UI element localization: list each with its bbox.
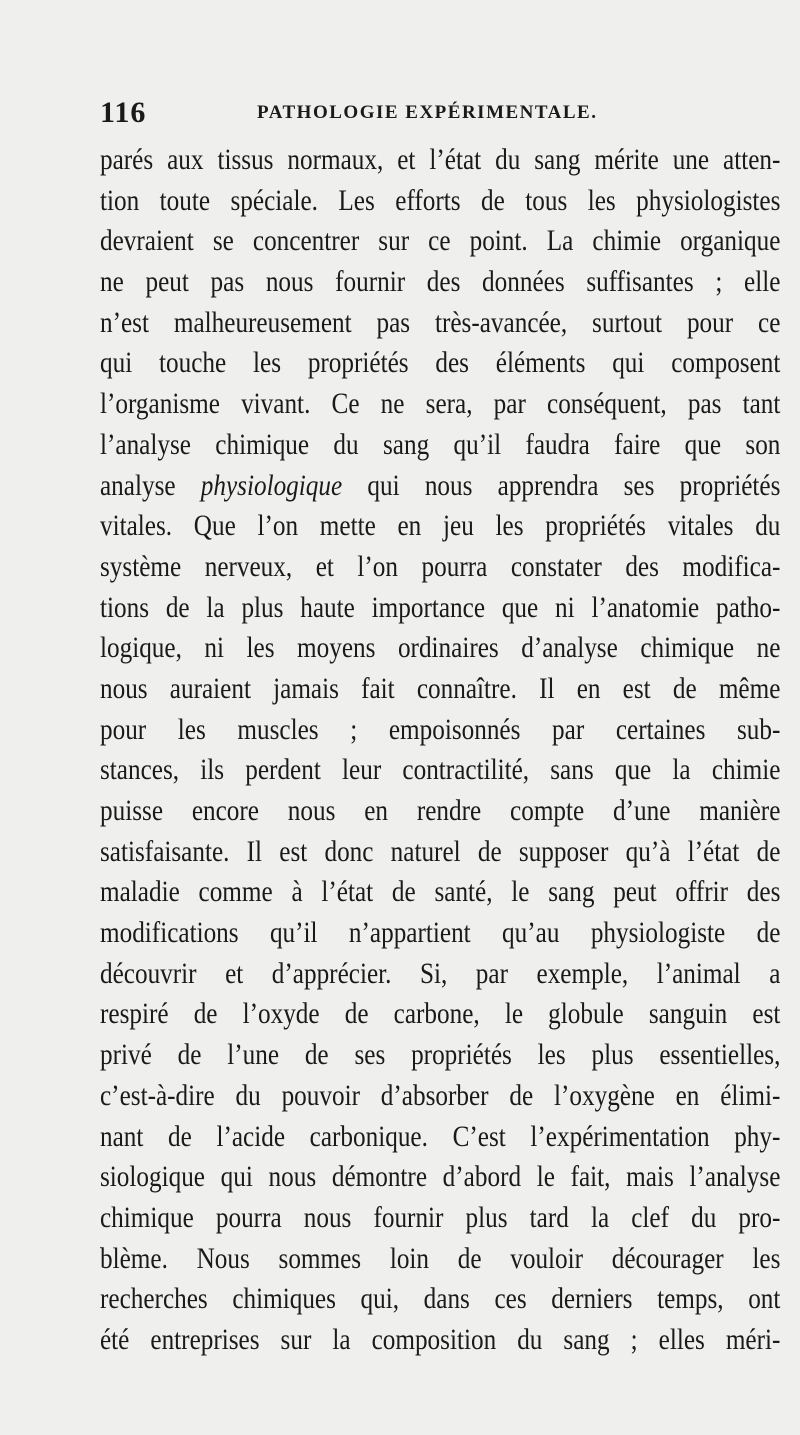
- text-line: pour les muscles ; empoisonnés par certaines sub-: [100, 712, 781, 746]
- text-segment: analyse: [100, 468, 201, 502]
- body-text: [100, 140, 780, 1361]
- text-line: tion toute spéciale. Les efforts de tous les physiologistes: [100, 183, 781, 217]
- text-line: satisfaisante. Il est donc naturel de supposer qu’à l’état de: [100, 834, 781, 868]
- running-title: PATHOLOGIE EXPÉRIMENTALE.: [257, 102, 598, 123]
- text-line: modifications qu’il n’appartient qu’au physiologiste de: [100, 916, 781, 950]
- text-line: logique, ni les moyens ordinaires d’analyse chimique ne: [100, 631, 781, 665]
- text-line: siologique qui nous démontre d’abord le fait, mais l’analyse: [100, 1160, 781, 1194]
- text-line: parés aux tissus normaux, et l’état du sang mérite une atten-: [100, 143, 781, 176]
- text-line: découvrir et d’apprécier. Si, par exemple, l’animal a: [100, 956, 781, 990]
- text-line: respiré de l’oxyde de carbone, le globule sanguin est: [100, 997, 781, 1031]
- italic-word: physiologique: [200, 468, 343, 502]
- page-number: 116: [100, 96, 147, 129]
- text-line: ne peut pas nous fournir des données suffisantes ; elle: [100, 265, 781, 299]
- text-line: recherches chimiques qui, dans ces derniers temps, ont: [100, 1282, 781, 1316]
- text-line: privé de l’une de ses propriétés les plus essentielles,: [100, 1038, 781, 1072]
- text-line: nant de l’acide carbonique. C’est l’expérimentation phy-: [100, 1119, 781, 1153]
- text-line: été entreprises sur la composition du sang ; elles méri-: [100, 1322, 781, 1356]
- text-line: devraient se concentrer sur ce point. La chimie organique: [100, 224, 781, 258]
- text-line: qui touche les propriétés des éléments qui composent: [100, 346, 781, 380]
- text-line: blème. Nous sommes loin de vouloir décourager les: [100, 1241, 781, 1275]
- text-line: c’est-à-dire du pouvoir d’absorber de l’oxygène en élimi-: [100, 1078, 781, 1112]
- text-line: chimique pourra nous fournir plus tard la clef du pro-: [100, 1200, 781, 1234]
- text-line: [100, 466, 780, 507]
- text-line: l’organisme vivant. Ce ne sera, par conséquent, pas tant: [100, 387, 781, 421]
- text-line: l’analyse chimique du sang qu’il faudra faire que son: [100, 427, 781, 461]
- page-header: [100, 96, 700, 136]
- text-line: puisse encore nous en rendre compte d’une manière: [100, 794, 781, 827]
- text-line: tions de la plus haute importance que ni l’anatomie patho-: [100, 590, 781, 624]
- text-line: n’est malheureusement pas très-avancée, surtout pour ce: [100, 305, 781, 339]
- text-line: nous auraient jamais fait connaître. Il en est de même: [100, 671, 781, 705]
- text-line: maladie comme à l’état de santé, le sang peut offrir des: [100, 875, 781, 909]
- text-line: stances, ils perdent leur contractilité, sans que la chimie: [100, 753, 781, 787]
- text-line: vitales. Que l’on mette en jeu les propriétés vitales du: [100, 509, 781, 543]
- text-segment: qui nous apprendra ses propriétés: [342, 468, 781, 502]
- text-line: système nerveux, et l’on pourra constater des modifica-: [100, 549, 781, 583]
